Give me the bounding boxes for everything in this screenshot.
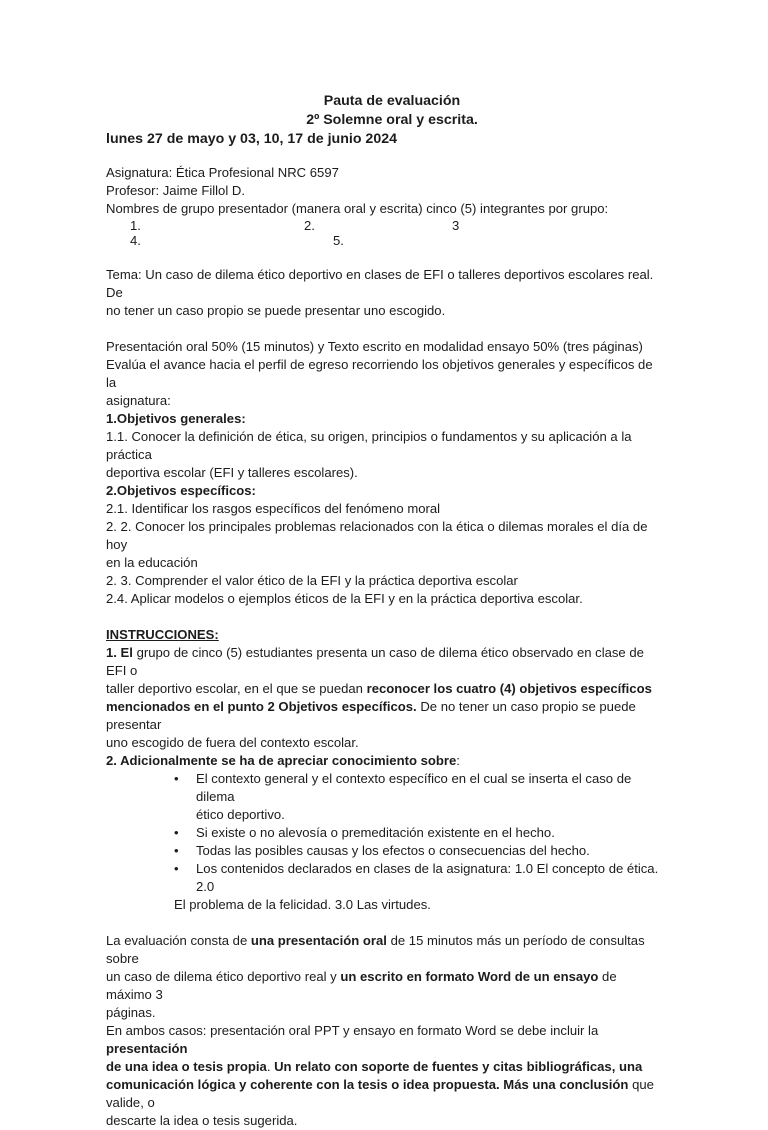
tema-line: Tema: Un caso de dilema ético deportivo en clases de EFI o talleres deportivos escolares real. De [106, 267, 654, 300]
member-number-4: 4. [130, 233, 141, 248]
member-number-2: 2. [304, 218, 315, 233]
evaluation-paragraph: comunicación lógica y coherente con la tesis o idea propuesta. Más una conclusión que valide, o [106, 1077, 654, 1110]
specific-objective: 2. 2. Conocer los principales problemas relacionados con la ética o dilemas morales el día de hoy [106, 519, 648, 552]
evaluation-paragraph: páginas. [106, 1005, 156, 1020]
specific-objective: 2.4. Aplicar modelos o ejemplos éticos de la EFI y en la práctica deportiva escolar. [106, 591, 583, 606]
document-title [106, 92, 666, 149]
evaluation-paragraph: En ambos casos: presentación oral PPT y ensayo en formato Word se debe incluir la presentación [106, 1023, 599, 1056]
asignatura-line: Asignatura: Ética Profesional NRC 6597 [106, 165, 339, 180]
specific-objective: en la educación [106, 555, 198, 570]
nombres-line: Nombres de grupo presentador (manera oral y escrita) cinco (5) integrantes por grupo: [106, 201, 609, 216]
instruction-1: 1. El grupo de cinco (5) estudiantes presenta un caso de dilema ético observado en clase de EFI o [106, 645, 644, 678]
member-number-row [106, 233, 666, 248]
list-item: • El contexto general y el contexto específico en el cual se inserta el caso de dilema [174, 771, 632, 804]
specific-objective: 2.1. Identificar los rasgos específicos del fenómeno moral [106, 501, 441, 516]
bullet-icon: • [174, 825, 179, 840]
member-number-3: 3 [452, 218, 460, 233]
instructions-heading: INSTRUCCIONES: [106, 627, 219, 642]
specific-objectives-heading: 2.Objetivos específicos: [106, 483, 256, 498]
list-item: • Los contenidos declarados en clases de la asignatura: 1.0 El concepto de ética. 2.0 [174, 861, 659, 894]
general-objectives-heading: 1.Objetivos generales: [106, 411, 246, 426]
member-number-1: 1. [130, 218, 141, 233]
bullet-icon: • [174, 771, 179, 786]
list-item-continuation: ético deportivo. [196, 807, 285, 822]
evaluation-paragraph: un caso de dilema ético deportivo real y un escrito en formato Word de un ensayo de máximo 3 [106, 969, 617, 1002]
knowledge-list [106, 770, 666, 914]
perfil-line: asignatura: [106, 393, 171, 408]
evaluation-paragraph: La evaluación consta de una presentación oral de 15 minutos más un período de consultas sobre [106, 933, 645, 966]
general-objective: 1.1. Conocer la definición de ética, su origen, principios o fundamentos y su aplicación a la práctica [106, 429, 632, 462]
profesor-line: Profesor: Jaime Fillol D. [106, 183, 245, 198]
evaluation-paragraph: de una idea o tesis propia. Un relato con soporte de fuentes y citas bibliográficas, una [106, 1059, 643, 1074]
title-line: Pauta de evaluación [323, 93, 461, 109]
list-item: • Todas las posibles causas y los efectos o consecuencias del hecho. [174, 843, 590, 858]
instruction-1: uno escogido de fuera del contexto escolar. [106, 735, 359, 750]
title-subtitle: 2º Solemne oral y escrita. [306, 112, 478, 128]
list-item-continuation: El problema de la felicidad. 3.0 Las virtudes. [174, 897, 431, 912]
title-dates: lunes 27 de mayo y 03, 10, 17 de junio 2024 [106, 131, 397, 147]
perfil-line: Evalúa el avance hacia el perfil de egreso recorriendo los objetivos generales y específicos de la [106, 357, 653, 390]
specific-objective: 2. 3. Comprender el valor ético de la EFI y la práctica deportiva escolar [106, 573, 518, 588]
instruction-1: mencionados en el punto 2 Objetivos específicos. De no tener un caso propio se puede presentar [106, 699, 636, 732]
presentacion-line: Presentación oral 50% (15 minutos) y Texto escrito en modalidad ensayo 50% (tres páginas) [106, 339, 643, 354]
document-page [106, 92, 666, 1130]
tema-line: no tener un caso propio se puede presentar uno escogido. [106, 303, 446, 318]
bullet-icon: • [174, 843, 179, 858]
evaluation-paragraph: descarte la idea o tesis sugerida. [106, 1113, 298, 1128]
member-number-5: 5. [333, 233, 344, 248]
general-objective: deportiva escolar (EFI y talleres escolares). [106, 465, 358, 480]
member-number-row [106, 218, 666, 233]
bullet-icon: • [174, 861, 179, 876]
list-item: • Si existe o no alevosía o premeditación existente en el hecho. [174, 825, 555, 840]
instruction-1: taller deportivo escolar, en el que se puedan reconocer los cuatro (4) objetivos específicos [106, 681, 652, 696]
instruction-2: 2. Adicionalmente se ha de apreciar conocimiento sobre: [106, 753, 460, 768]
